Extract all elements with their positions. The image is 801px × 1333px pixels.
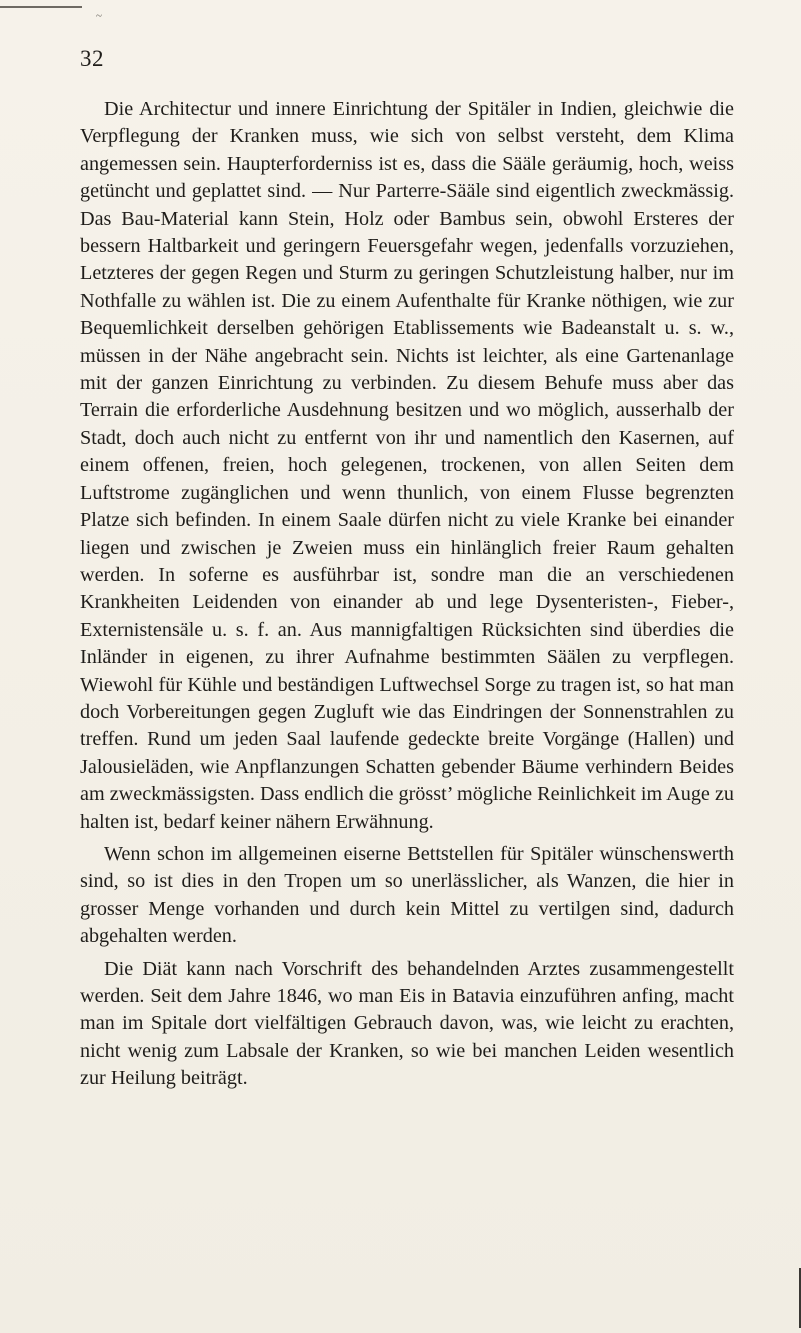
paragraph-architecture: Die Architectur und innere Einrichtung der Spitäler in Indien, gleichwie die Verpflegung der Kranken muss, wie sich von selbst versteht, dem Klima angemessen sein. Haupterforderniss ist es, dass die Sääle geräumig, hoch, weiss getüncht und geplattet sind. — Nur Parterre-Sääle sind eigentlich zweckmässig. Das Bau-Material kann Stein, Holz oder Bambus sein, obwohl Ersteres der bessern Haltbarkeit und geringern Feuersgefahr wegen, jedenfalls vorzuziehen, Letzteres der gegen Regen und Sturm zu geringen Schutzleistung halber, nur im Nothfalle zu wählen ist. Die zu einem Aufenthalte für Kranke nöthigen, wie zur Bequemlichkeit derselben gehörigen Etablissements wie Badeanstalt u. s. w., müssen in der Nähe angebracht sein. Nichts ist leichter, als eine Gartenanlage mit der ganzen Einrichtung zu verbinden. Zu diesem Behufe muss aber das Terrain die erforderliche Ausdehnung besitzen und wo möglich, ausserhalb der Stadt, doch auch nicht zu entfernt von ihr und namentlich den Kasernen, auf einem offenen, freien, hoch gelegenen, trockenen, von allen Seiten dem Luftstrome zugänglichen und wenn thunlich, von einem Flusse begrenzten Platze sich befinden. In einem Saale dürfen nicht zu viele Kranke bei einander liegen und zwischen je Zweien muss ein hinlänglich freier Raum gehalten werden. In soferne es ausführbar ist, sondre man die an verschiedenen Krankheiten Leidenden von einander ab und lege Dysenteristen-, Fieber-, Externistensäle u. s. f. an. Aus mannigfaltigen Rücksichten sind überdies die Inländer in eigenen, zu ihrer Aufnahme bestimmten Säälen zu verpflegen. Wiewohl für Kühle und beständigen Luftwechsel Sorge zu tragen ist, so hat man doch Vorbereitungen gegen Zugluft wie das Eindringen der Sonnenstrahlen zu treffen. Rund um jeden Saal laufende gedeckte breite Vorgänge (Hallen) und Jalousieläden, wie Anpflanzungen Schatten gebender Bäume verhindern Beides am zweckmässigsten. Dass endlich die grösst’ mögliche Reinlichkeit im Auge zu halten ist, bedarf keiner nähern Erwähnung. xyxy=(80,98,734,833)
paragraph-diet: Die Diät kann nach Vorschrift des behandelnden Arztes zusammengestellt werden. Seit dem Jahre 1846, wo man Eis in Batavia einzuführen anfing, macht man im Spitale dort vielfältigen Gebrauch davon, was, wie leicht zu erachten, nicht wenig zum Labsale der Kranken, so wie bei manchen Leiden wesentlich zur Heilung beiträgt. xyxy=(80,957,734,1090)
corner-mark: ~ xyxy=(96,10,102,22)
scan-edge-rule xyxy=(0,6,82,8)
page-number: 32 xyxy=(80,46,104,71)
body-text xyxy=(80,96,734,1093)
paragraph-bedsteads: Wenn schon im allgemeinen eiserne Bettstellen für Spitäler wünschenswerth sind, so ist dies in den Tropen um so unerlässlicher, als Wanzen, die hier in grosser Menge vorhanden und durch kein Mittel zu vertilgen sind, dadurch abgehalten werden. xyxy=(80,842,734,948)
